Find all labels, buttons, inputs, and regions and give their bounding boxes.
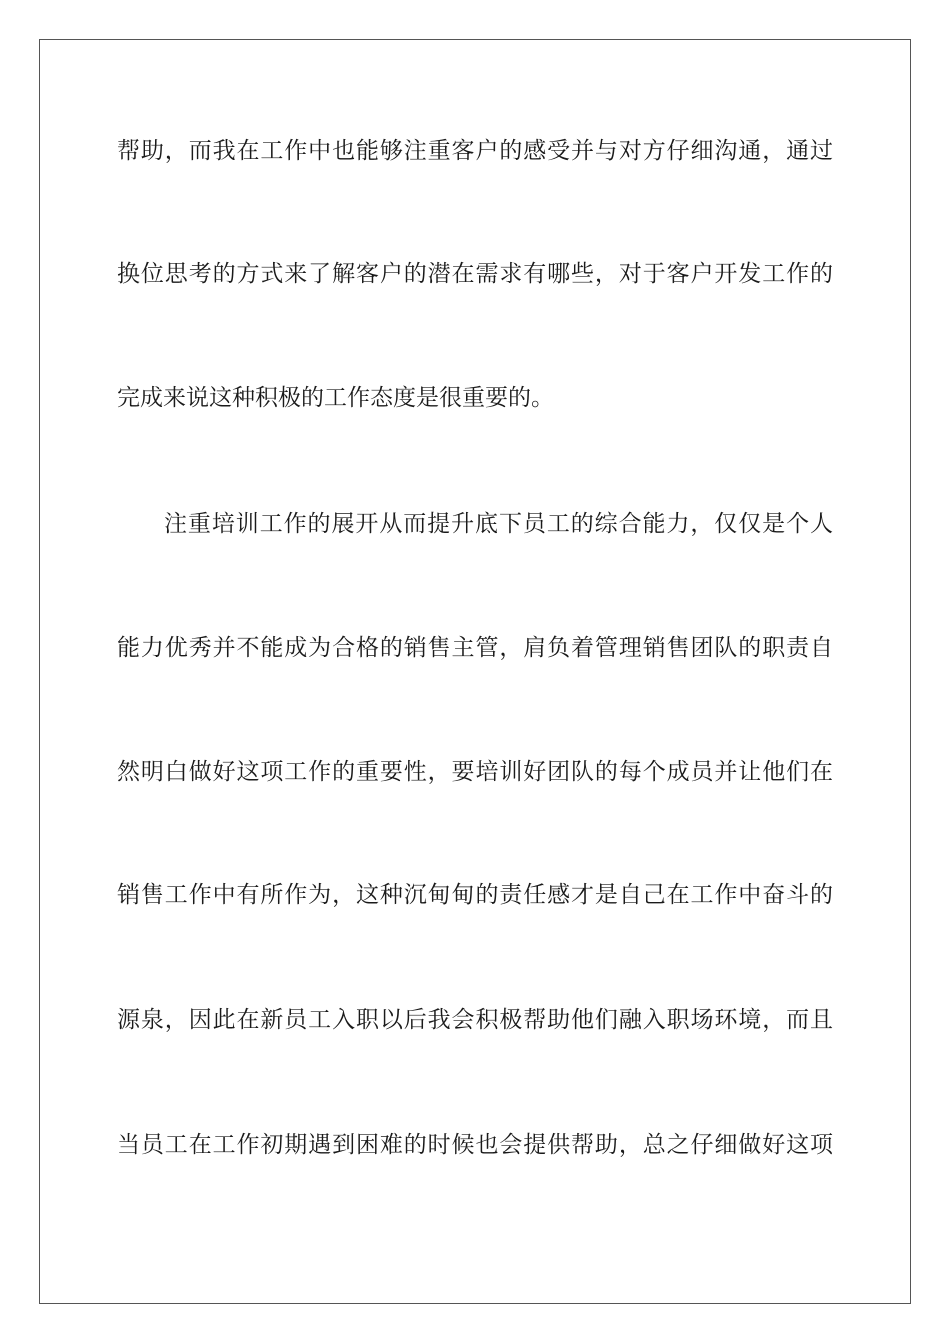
text-line: 然明白做好这项工作的重要性，要培训好团队的每个成员并让他们在 xyxy=(117,759,833,785)
text-line: 销售工作中有所作为，这种沉甸甸的责任感才是自己在工作中奋斗的 xyxy=(117,882,833,908)
text-line: 帮助，而我在工作中也能够注重客户的感受并与对方仔细沟通，通过 xyxy=(117,138,833,164)
text-line: 能力优秀并不能成为合格的销售主管，肩负着管理销售团队的职责自 xyxy=(117,635,833,661)
paragraph-first-line: 注重培训工作的展开从而提升底下员工的综合能力，仅仅是个人 xyxy=(164,511,833,537)
text-line: 完成来说这种积极的工作态度是很重要的。 xyxy=(117,385,554,411)
page-border xyxy=(39,39,911,1304)
text-line: 换位思考的方式来了解客户的潜在需求有哪些，对于客户开发工作的 xyxy=(117,261,833,287)
text-line: 源泉，因此在新员工入职以后我会积极帮助他们融入职场环境，而且 xyxy=(117,1007,833,1033)
text-line: 当员工在工作初期遇到困难的时候也会提供帮助，总之仔细做好这项 xyxy=(117,1132,833,1158)
